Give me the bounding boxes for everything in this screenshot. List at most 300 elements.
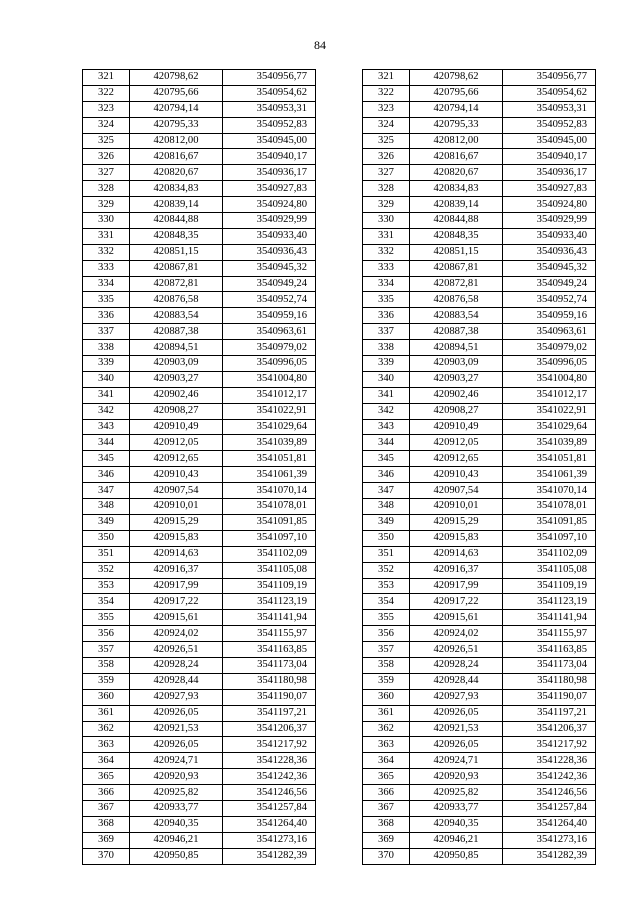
- point-number-left: 321: [83, 70, 130, 86]
- column-gap: [316, 165, 363, 181]
- y-coordinate-left: 3541197,21: [223, 705, 316, 721]
- table-row: [83, 705, 596, 721]
- point-number-left: 326: [83, 149, 130, 165]
- page-number: 84: [314, 38, 326, 52]
- y-coordinate-right: 3541257,84: [503, 800, 596, 816]
- point-number-left: 337: [83, 324, 130, 340]
- point-number-right: 349: [363, 514, 410, 530]
- point-number-left: 357: [83, 642, 130, 658]
- column-gap: [316, 70, 363, 86]
- y-coordinate-right: 3541004,80: [503, 371, 596, 387]
- table-row: [83, 387, 596, 403]
- table-row: [83, 626, 596, 642]
- x-coordinate-right: 420839,14: [410, 197, 503, 213]
- y-coordinate-left: 3541257,84: [223, 800, 316, 816]
- point-number-right: 363: [363, 737, 410, 753]
- column-gap: [316, 419, 363, 435]
- point-number-right: 330: [363, 213, 410, 229]
- column-gap: [316, 800, 363, 816]
- y-coordinate-left: 3541070,14: [223, 483, 316, 499]
- point-number-right: 354: [363, 594, 410, 610]
- x-coordinate-left: 420921,53: [130, 721, 223, 737]
- x-coordinate-left: 420795,33: [130, 117, 223, 133]
- x-coordinate-right: 420950,85: [410, 848, 503, 864]
- point-number-right: 336: [363, 308, 410, 324]
- x-coordinate-right: 420925,82: [410, 785, 503, 801]
- point-number-right: 351: [363, 546, 410, 562]
- y-coordinate-left: 3541091,85: [223, 514, 316, 530]
- table-row: [83, 785, 596, 801]
- point-number-right: 322: [363, 85, 410, 101]
- point-number-left: 370: [83, 848, 130, 864]
- point-number-right: 328: [363, 181, 410, 197]
- x-coordinate-left: 420924,71: [130, 753, 223, 769]
- x-coordinate-right: 420795,66: [410, 85, 503, 101]
- table-row: [83, 816, 596, 832]
- point-number-right: 338: [363, 340, 410, 356]
- column-gap: [316, 371, 363, 387]
- y-coordinate-right: 3540953,31: [503, 101, 596, 117]
- y-coordinate-left: 3541246,56: [223, 785, 316, 801]
- x-coordinate-right: 420940,35: [410, 816, 503, 832]
- column-gap: [316, 324, 363, 340]
- column-gap: [316, 594, 363, 610]
- y-coordinate-right: 3541051,81: [503, 451, 596, 467]
- y-coordinate-right: 3541123,19: [503, 594, 596, 610]
- x-coordinate-right: 420933,77: [410, 800, 503, 816]
- x-coordinate-right: 420914,63: [410, 546, 503, 562]
- y-coordinate-right: 3541173,04: [503, 657, 596, 673]
- column-gap: [316, 213, 363, 229]
- y-coordinate-left: 3540945,32: [223, 260, 316, 276]
- point-number-left: 327: [83, 165, 130, 181]
- x-coordinate-left: 420844,88: [130, 213, 223, 229]
- x-coordinate-left: 420867,81: [130, 260, 223, 276]
- y-coordinate-left: 3541051,81: [223, 451, 316, 467]
- table-row: [83, 848, 596, 864]
- y-coordinate-right: 3540945,32: [503, 260, 596, 276]
- y-coordinate-right: 3540936,43: [503, 244, 596, 260]
- table-row: [83, 514, 596, 530]
- y-coordinate-left: 3540949,24: [223, 276, 316, 292]
- y-coordinate-right: 3541246,56: [503, 785, 596, 801]
- column-gap: [316, 626, 363, 642]
- x-coordinate-right: 420795,33: [410, 117, 503, 133]
- x-coordinate-left: 420920,93: [130, 769, 223, 785]
- y-coordinate-right: 3541105,08: [503, 562, 596, 578]
- y-coordinate-left: 3541155,97: [223, 626, 316, 642]
- column-gap: [316, 356, 363, 372]
- y-coordinate-right: 3540979,02: [503, 340, 596, 356]
- point-number-right: 360: [363, 689, 410, 705]
- table-row: [83, 340, 596, 356]
- point-number-left: 339: [83, 356, 130, 372]
- point-number-left: 341: [83, 387, 130, 403]
- column-gap: [316, 133, 363, 149]
- point-number-right: 359: [363, 673, 410, 689]
- table-row: [83, 228, 596, 244]
- point-number-right: 369: [363, 832, 410, 848]
- y-coordinate-right: 3541264,40: [503, 816, 596, 832]
- column-gap: [316, 197, 363, 213]
- y-coordinate-left: 3541105,08: [223, 562, 316, 578]
- point-number-right: 368: [363, 816, 410, 832]
- x-coordinate-left: 420933,77: [130, 800, 223, 816]
- point-number-left: 323: [83, 101, 130, 117]
- point-number-right: 365: [363, 769, 410, 785]
- x-coordinate-right: 420867,81: [410, 260, 503, 276]
- column-gap: [316, 514, 363, 530]
- x-coordinate-right: 420912,05: [410, 435, 503, 451]
- y-coordinate-left: 3541123,19: [223, 594, 316, 610]
- x-coordinate-right: 420926,51: [410, 642, 503, 658]
- table-row: [83, 673, 596, 689]
- column-gap: [316, 117, 363, 133]
- column-gap: [316, 276, 363, 292]
- point-number-left: 350: [83, 530, 130, 546]
- column-gap: [316, 689, 363, 705]
- y-coordinate-right: 3540927,83: [503, 181, 596, 197]
- point-number-right: 350: [363, 530, 410, 546]
- table-row: [83, 133, 596, 149]
- column-gap: [316, 101, 363, 117]
- x-coordinate-left: 420798,62: [130, 70, 223, 86]
- point-number-left: 351: [83, 546, 130, 562]
- y-coordinate-right: 3540952,83: [503, 117, 596, 133]
- x-coordinate-right: 420851,15: [410, 244, 503, 260]
- x-coordinate-right: 420903,27: [410, 371, 503, 387]
- y-coordinate-left: 3541190,07: [223, 689, 316, 705]
- column-gap: [316, 149, 363, 165]
- point-number-left: 355: [83, 610, 130, 626]
- point-number-right: 357: [363, 642, 410, 658]
- table-row: [83, 244, 596, 260]
- y-coordinate-right: 3540959,16: [503, 308, 596, 324]
- y-coordinate-left: 3540953,31: [223, 101, 316, 117]
- column-gap: [316, 403, 363, 419]
- y-coordinate-right: 3540945,00: [503, 133, 596, 149]
- x-coordinate-right: 420912,65: [410, 451, 503, 467]
- x-coordinate-right: 420812,00: [410, 133, 503, 149]
- y-coordinate-right: 3540954,62: [503, 85, 596, 101]
- column-gap: [316, 260, 363, 276]
- y-coordinate-left: 3541061,39: [223, 467, 316, 483]
- column-gap: [316, 467, 363, 483]
- x-coordinate-left: 420907,54: [130, 483, 223, 499]
- table-row: [83, 483, 596, 499]
- point-number-right: 345: [363, 451, 410, 467]
- column-gap: [316, 832, 363, 848]
- y-coordinate-left: 3541206,37: [223, 721, 316, 737]
- column-gap: [316, 562, 363, 578]
- y-coordinate-left: 3540933,40: [223, 228, 316, 244]
- y-coordinate-left: 3541097,10: [223, 530, 316, 546]
- x-coordinate-right: 420834,83: [410, 181, 503, 197]
- x-coordinate-right: 420917,99: [410, 578, 503, 594]
- y-coordinate-left: 3541012,17: [223, 387, 316, 403]
- table-row: [83, 101, 596, 117]
- x-coordinate-right: 420928,44: [410, 673, 503, 689]
- column-gap: [316, 546, 363, 562]
- point-number-left: 367: [83, 800, 130, 816]
- x-coordinate-right: 420903,09: [410, 356, 503, 372]
- y-coordinate-left: 3541029,64: [223, 419, 316, 435]
- x-coordinate-right: 420910,49: [410, 419, 503, 435]
- x-coordinate-left: 420915,61: [130, 610, 223, 626]
- y-coordinate-left: 3541264,40: [223, 816, 316, 832]
- column-gap: [316, 673, 363, 689]
- point-number-left: 368: [83, 816, 130, 832]
- column-gap: [316, 499, 363, 515]
- point-number-right: 334: [363, 276, 410, 292]
- x-coordinate-right: 420915,29: [410, 514, 503, 530]
- y-coordinate-left: 3540952,74: [223, 292, 316, 308]
- x-coordinate-left: 420883,54: [130, 308, 223, 324]
- point-number-left: 369: [83, 832, 130, 848]
- coordinates-table-body: [83, 70, 596, 865]
- y-coordinate-right: 3541242,36: [503, 769, 596, 785]
- point-number-right: 356: [363, 626, 410, 642]
- point-number-right: 361: [363, 705, 410, 721]
- point-number-left: 330: [83, 213, 130, 229]
- x-coordinate-left: 420839,14: [130, 197, 223, 213]
- x-coordinate-left: 420834,83: [130, 181, 223, 197]
- y-coordinate-left: 3541078,01: [223, 499, 316, 515]
- x-coordinate-right: 420924,02: [410, 626, 503, 642]
- y-coordinate-left: 3541039,89: [223, 435, 316, 451]
- table-row: [83, 689, 596, 705]
- x-coordinate-left: 420914,63: [130, 546, 223, 562]
- x-coordinate-left: 420848,35: [130, 228, 223, 244]
- table-row: [83, 419, 596, 435]
- point-number-left: 336: [83, 308, 130, 324]
- y-coordinate-right: 3540929,99: [503, 213, 596, 229]
- y-coordinate-left: 3540952,83: [223, 117, 316, 133]
- y-coordinate-right: 3541022,91: [503, 403, 596, 419]
- table-row: [83, 451, 596, 467]
- table-row: [83, 117, 596, 133]
- table-row: [83, 356, 596, 372]
- table-row: [83, 769, 596, 785]
- point-number-right: 341: [363, 387, 410, 403]
- x-coordinate-right: 420844,88: [410, 213, 503, 229]
- x-coordinate-right: 420798,62: [410, 70, 503, 86]
- y-coordinate-left: 3541102,09: [223, 546, 316, 562]
- x-coordinate-left: 420903,09: [130, 356, 223, 372]
- column-gap: [316, 244, 363, 260]
- x-coordinate-right: 420894,51: [410, 340, 503, 356]
- y-coordinate-left: 3540936,43: [223, 244, 316, 260]
- y-coordinate-right: 3541109,19: [503, 578, 596, 594]
- point-number-right: 329: [363, 197, 410, 213]
- x-coordinate-right: 420928,24: [410, 657, 503, 673]
- y-coordinate-left: 3540929,99: [223, 213, 316, 229]
- column-gap: [316, 657, 363, 673]
- x-coordinate-right: 420920,93: [410, 769, 503, 785]
- column-gap: [316, 292, 363, 308]
- y-coordinate-left: 3540927,83: [223, 181, 316, 197]
- point-number-right: 355: [363, 610, 410, 626]
- x-coordinate-left: 420812,00: [130, 133, 223, 149]
- column-gap: [316, 785, 363, 801]
- x-coordinate-left: 420915,83: [130, 530, 223, 546]
- point-number-left: 353: [83, 578, 130, 594]
- column-gap: [316, 737, 363, 753]
- y-coordinate-left: 3540956,77: [223, 70, 316, 86]
- column-gap: [316, 387, 363, 403]
- table-row: [83, 467, 596, 483]
- y-coordinate-right: 3541039,89: [503, 435, 596, 451]
- table-row: [83, 181, 596, 197]
- y-coordinate-right: 3541197,21: [503, 705, 596, 721]
- table-row: [83, 610, 596, 626]
- point-number-right: 346: [363, 467, 410, 483]
- table-row: [83, 260, 596, 276]
- x-coordinate-left: 420851,15: [130, 244, 223, 260]
- table-row: [83, 324, 596, 340]
- y-coordinate-right: 3541091,85: [503, 514, 596, 530]
- point-number-left: 349: [83, 514, 130, 530]
- x-coordinate-right: 420910,01: [410, 499, 503, 515]
- point-number-left: 354: [83, 594, 130, 610]
- table-row: [83, 276, 596, 292]
- x-coordinate-right: 420921,53: [410, 721, 503, 737]
- y-coordinate-left: 3541180,98: [223, 673, 316, 689]
- point-number-right: 347: [363, 483, 410, 499]
- point-number-left: 333: [83, 260, 130, 276]
- x-coordinate-left: 420946,21: [130, 832, 223, 848]
- point-number-left: 332: [83, 244, 130, 260]
- table-row: [83, 562, 596, 578]
- y-coordinate-right: 3541097,10: [503, 530, 596, 546]
- point-number-left: 325: [83, 133, 130, 149]
- point-number-right: 362: [363, 721, 410, 737]
- table-row: [83, 832, 596, 848]
- point-number-right: 343: [363, 419, 410, 435]
- y-coordinate-left: 3541022,91: [223, 403, 316, 419]
- y-coordinate-left: 3541173,04: [223, 657, 316, 673]
- x-coordinate-right: 420848,35: [410, 228, 503, 244]
- point-number-right: 370: [363, 848, 410, 864]
- x-coordinate-right: 420910,43: [410, 467, 503, 483]
- point-number-right: 353: [363, 578, 410, 594]
- y-coordinate-right: 3541155,97: [503, 626, 596, 642]
- table-row: [83, 546, 596, 562]
- point-number-left: 324: [83, 117, 130, 133]
- table-row: [83, 70, 596, 86]
- point-number-right: 348: [363, 499, 410, 515]
- point-number-left: 329: [83, 197, 130, 213]
- x-coordinate-left: 420925,82: [130, 785, 223, 801]
- table-row: [83, 435, 596, 451]
- x-coordinate-right: 420927,93: [410, 689, 503, 705]
- y-coordinate-right: 3540949,24: [503, 276, 596, 292]
- x-coordinate-left: 420924,02: [130, 626, 223, 642]
- x-coordinate-left: 420917,22: [130, 594, 223, 610]
- point-number-left: 328: [83, 181, 130, 197]
- y-coordinate-left: 3540963,61: [223, 324, 316, 340]
- y-coordinate-right: 3541163,85: [503, 642, 596, 658]
- y-coordinate-left: 3541163,85: [223, 642, 316, 658]
- point-number-right: 326: [363, 149, 410, 165]
- x-coordinate-left: 420916,37: [130, 562, 223, 578]
- x-coordinate-left: 420887,38: [130, 324, 223, 340]
- x-coordinate-left: 420912,05: [130, 435, 223, 451]
- x-coordinate-right: 420816,67: [410, 149, 503, 165]
- y-coordinate-right: 3540940,17: [503, 149, 596, 165]
- column-gap: [316, 642, 363, 658]
- point-number-left: 348: [83, 499, 130, 515]
- x-coordinate-right: 420915,61: [410, 610, 503, 626]
- y-coordinate-right: 3541078,01: [503, 499, 596, 515]
- column-gap: [316, 848, 363, 864]
- table-row: [83, 642, 596, 658]
- x-coordinate-right: 420907,54: [410, 483, 503, 499]
- y-coordinate-left: 3540945,00: [223, 133, 316, 149]
- point-number-right: 352: [363, 562, 410, 578]
- y-coordinate-right: 3541061,39: [503, 467, 596, 483]
- table-row: [83, 213, 596, 229]
- x-coordinate-right: 420915,83: [410, 530, 503, 546]
- y-coordinate-right: 3540996,05: [503, 356, 596, 372]
- table-row: [83, 657, 596, 673]
- y-coordinate-right: 3541012,17: [503, 387, 596, 403]
- table-row: [83, 530, 596, 546]
- x-coordinate-left: 420926,51: [130, 642, 223, 658]
- point-number-right: 325: [363, 133, 410, 149]
- point-number-left: 366: [83, 785, 130, 801]
- table-row: [83, 165, 596, 181]
- point-number-right: 331: [363, 228, 410, 244]
- table-row: [83, 737, 596, 753]
- y-coordinate-right: 3540933,40: [503, 228, 596, 244]
- y-coordinate-right: 3541206,37: [503, 721, 596, 737]
- x-coordinate-right: 420794,14: [410, 101, 503, 117]
- point-number-left: 362: [83, 721, 130, 737]
- column-gap: [316, 308, 363, 324]
- x-coordinate-right: 420917,22: [410, 594, 503, 610]
- y-coordinate-right: 3541273,16: [503, 832, 596, 848]
- x-coordinate-right: 420924,71: [410, 753, 503, 769]
- y-coordinate-right: 3541228,36: [503, 753, 596, 769]
- x-coordinate-right: 420916,37: [410, 562, 503, 578]
- x-coordinate-right: 420926,05: [410, 737, 503, 753]
- column-gap: [316, 816, 363, 832]
- point-number-left: 342: [83, 403, 130, 419]
- x-coordinate-right: 420820,67: [410, 165, 503, 181]
- y-coordinate-left: 3541141,94: [223, 610, 316, 626]
- point-number-left: 322: [83, 85, 130, 101]
- table-row: [83, 403, 596, 419]
- point-number-left: 359: [83, 673, 130, 689]
- x-coordinate-left: 420926,05: [130, 705, 223, 721]
- y-coordinate-left: 3540996,05: [223, 356, 316, 372]
- y-coordinate-left: 3540936,17: [223, 165, 316, 181]
- column-gap: [316, 705, 363, 721]
- point-number-right: 364: [363, 753, 410, 769]
- column-gap: [316, 85, 363, 101]
- point-number-right: 332: [363, 244, 410, 260]
- column-gap: [316, 483, 363, 499]
- y-coordinate-right: 3541029,64: [503, 419, 596, 435]
- column-gap: [316, 530, 363, 546]
- point-number-right: 324: [363, 117, 410, 133]
- x-coordinate-left: 420928,24: [130, 657, 223, 673]
- table-row: [83, 578, 596, 594]
- point-number-left: 361: [83, 705, 130, 721]
- y-coordinate-left: 3540959,16: [223, 308, 316, 324]
- point-number-right: 340: [363, 371, 410, 387]
